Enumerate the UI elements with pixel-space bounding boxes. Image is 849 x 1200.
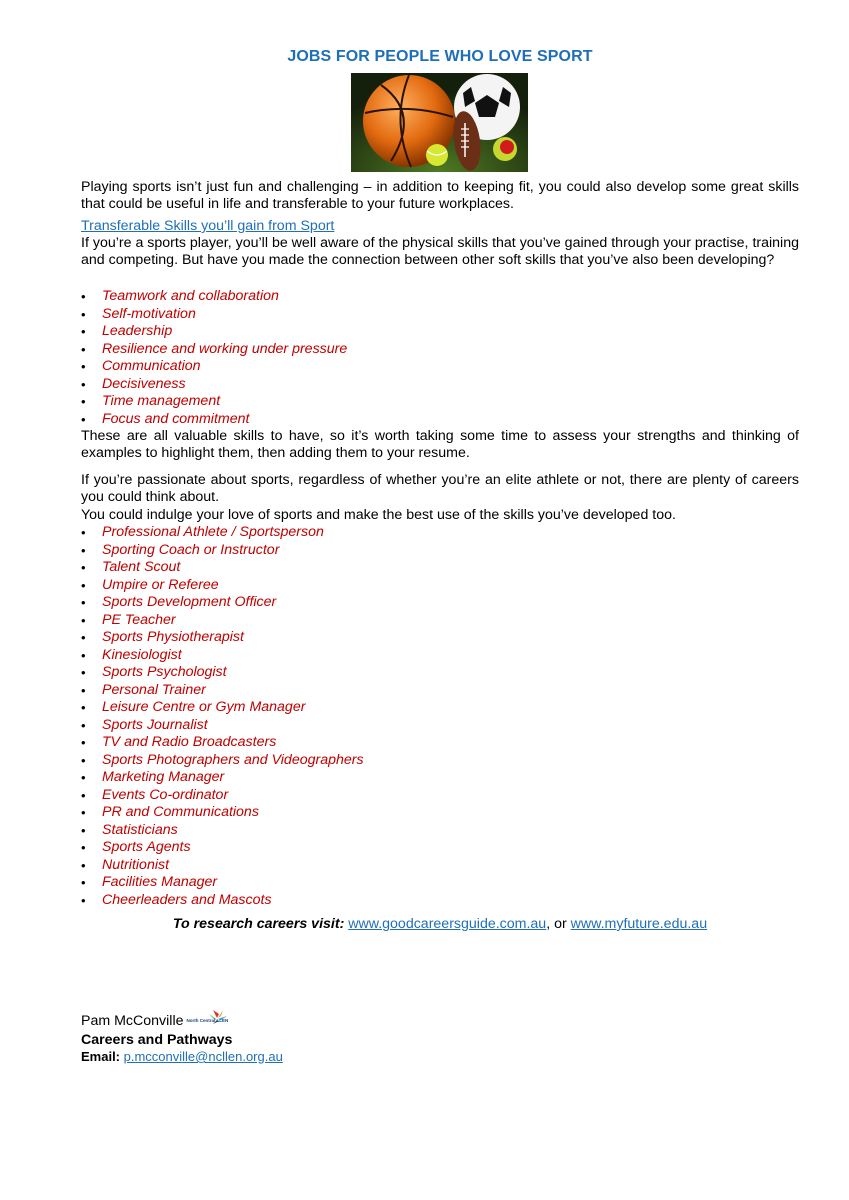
list-item: • Personal Trainer <box>81 682 799 700</box>
list-item: • Time management <box>81 393 799 411</box>
list-item: • Sports Psychologist <box>81 664 799 682</box>
email-label: Email: <box>81 1049 121 1064</box>
skills-list <box>81 288 799 428</box>
signature-block <box>81 1008 481 1065</box>
goodcareersguide-link[interactable]: www.goodcareersguide.com.au <box>348 916 547 932</box>
list-item: • Marketing Manager <box>81 769 799 787</box>
list-item: • Sporting Coach or Instructor <box>81 542 799 560</box>
list-item: • Kinesiologist <box>81 647 799 665</box>
skills-outro-paragraph: These are all valuable skills to have, so it’s worth taking some time to assess your strengths and thinking of examples to highlight them, then adding them to your resume. <box>81 428 799 462</box>
list-item: • Statisticians <box>81 822 799 840</box>
careers-intro-line: You could indulge your love of sports and make the best use of the skills you’ve developed too. <box>81 507 676 523</box>
ncllen-logo-icon: North Central LLEN <box>187 1008 247 1030</box>
list-item: • Sports Physiotherapist <box>81 629 799 647</box>
list-item: • Nutritionist <box>81 857 799 875</box>
list-item: • Teamwork and collaboration <box>81 288 799 306</box>
careers-intro-paragraph: If you’re passionate about sports, regardless of whether you’re an elite athlete or not, there are plenty of careers you could think about. <box>81 472 799 506</box>
sports-balls-image <box>351 73 528 172</box>
list-item: • Focus and commitment <box>81 411 799 429</box>
list-item: • Self-motivation <box>81 306 799 324</box>
list-item: • Sports Development Officer <box>81 594 799 612</box>
research-line <box>81 916 799 933</box>
list-item: • Decisiveness <box>81 376 799 394</box>
list-item: • Events Co-ordinator <box>81 787 799 805</box>
intro-paragraph: Playing sports isn’t just fun and challenging – in addition to keeping fit, you could also develop some great skills that could be useful in life and transferable to your future workplaces. <box>81 179 799 213</box>
list-item: • Sports Journalist <box>81 717 799 735</box>
author-role: Careers and Pathways <box>81 1032 233 1048</box>
list-item: • Sports Agents <box>81 839 799 857</box>
email-line <box>81 1049 481 1065</box>
list-item: • Leisure Centre or Gym Manager <box>81 699 799 717</box>
list-item: • Talent Scout <box>81 559 799 577</box>
list-item: • Resilience and working under pressure <box>81 341 799 359</box>
list-item: • TV and Radio Broadcasters <box>81 734 799 752</box>
careers-list <box>81 524 799 909</box>
list-item: • PR and Communications <box>81 804 799 822</box>
myfuture-link[interactable]: www.myfuture.edu.au <box>570 916 708 932</box>
page-title: JOBS FOR PEOPLE WHO LOVE SPORT <box>287 48 593 65</box>
list-item: • Communication <box>81 358 799 376</box>
list-item: • Facilities Manager <box>81 874 799 892</box>
research-separator: , or <box>546 916 571 932</box>
email-link[interactable]: p.mcconville@ncllen.org.au <box>123 1049 283 1064</box>
author-name: Pam McConville <box>81 1013 184 1029</box>
list-item: • Umpire or Referee <box>81 577 799 595</box>
skills-intro-paragraph: If you’re a sports player, you’ll be well aware of the physical skills that you’ve gained through your practise, training and competing. But have you made the connection between other soft skills that you’ve also been developing? <box>81 235 799 269</box>
transferable-skills-link[interactable]: Transferable Skills you’ll gain from Sport <box>81 218 335 234</box>
list-item: • PE Teacher <box>81 612 799 630</box>
list-item: • Leadership <box>81 323 799 341</box>
list-item: • Sports Photographers and Videographers <box>81 752 799 770</box>
list-item: • Professional Athlete / Sportsperson <box>81 524 799 542</box>
list-item: • Cheerleaders and Mascots <box>81 892 799 910</box>
research-label: To research careers visit: <box>172 916 345 932</box>
